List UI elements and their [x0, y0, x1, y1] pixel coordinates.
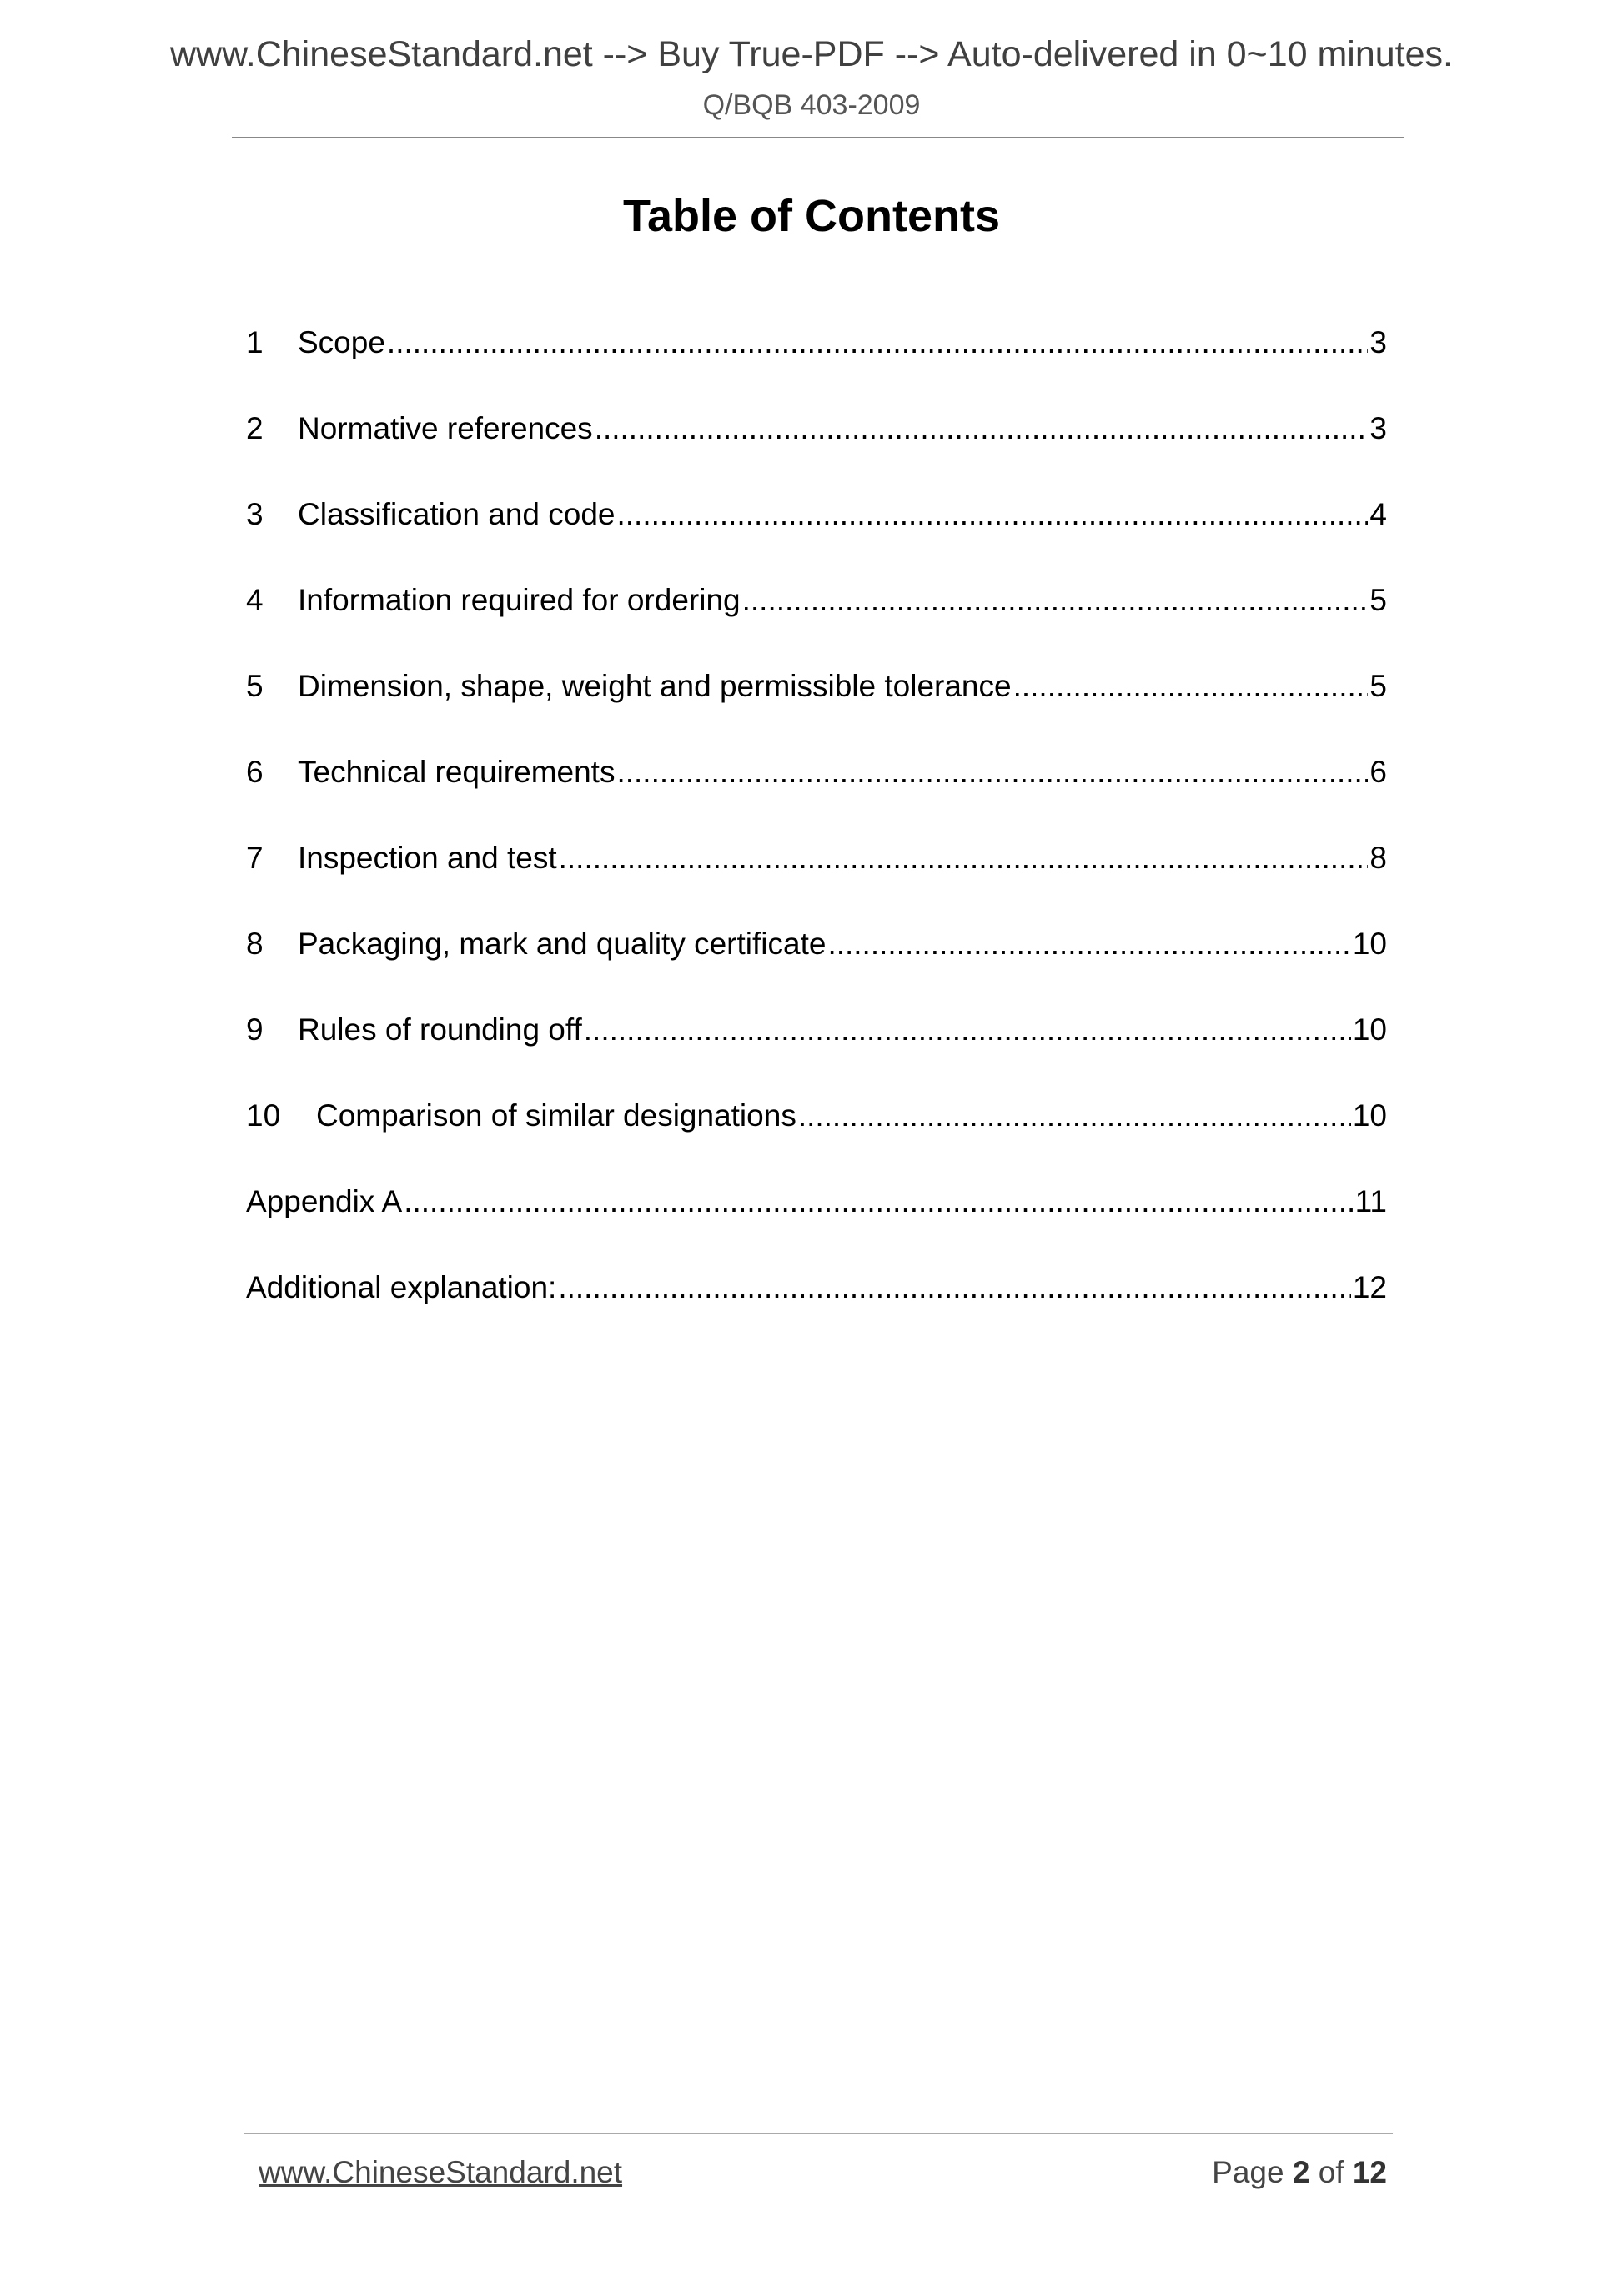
- toc-entry-label: Scope: [298, 325, 385, 359]
- dot-leader: [404, 1184, 1353, 1219]
- toc-entry[interactable]: [246, 497, 1387, 583]
- toc-entry-label: Information required for ordering: [298, 583, 741, 617]
- dot-leader: [558, 1270, 1351, 1305]
- toc-entry-page: 5: [1369, 583, 1387, 617]
- toc-entry-label: Classification and code: [298, 497, 616, 531]
- toc-entry[interactable]: [246, 1098, 1387, 1184]
- toc-entry-label: Inspection and test: [298, 841, 557, 875]
- page-title: Table of Contents: [623, 191, 1000, 241]
- toc-entry-page: 3: [1369, 325, 1387, 359]
- dot-leader: [1013, 669, 1369, 704]
- toc-entry-label: Normative references: [298, 411, 593, 445]
- toc-entry-number: 5: [246, 669, 264, 703]
- toc-entry[interactable]: [246, 755, 1387, 841]
- dot-leader: [595, 411, 1369, 446]
- toc-entry-number: 2: [246, 411, 264, 445]
- toc-entry[interactable]: [246, 1012, 1387, 1098]
- toc-entry-page: 5: [1369, 669, 1387, 703]
- toc-entry-label: Rules of rounding off: [298, 1012, 582, 1047]
- header-banner: www.ChineseStandard.net --> Buy True-PDF --> Auto-delivered in 0~10 minutes.: [169, 34, 1453, 74]
- dot-leader: [387, 325, 1369, 360]
- dot-leader: [584, 1012, 1351, 1048]
- toc-entry[interactable]: [246, 411, 1387, 497]
- toc-entry-page: 11: [1354, 1184, 1387, 1218]
- toc-entry[interactable]: [246, 669, 1387, 755]
- footer-divider: [244, 2133, 1393, 2134]
- dot-leader: [798, 1098, 1351, 1133]
- toc-entry[interactable]: [246, 325, 1387, 411]
- footer-website-link[interactable]: www.ChineseStandard.net: [259, 2155, 623, 2189]
- toc-entry[interactable]: [246, 1270, 1387, 1356]
- toc-entry-label: Additional explanation:: [246, 1270, 557, 1304]
- toc-entry[interactable]: [246, 583, 1387, 669]
- toc-entry-number: 10: [246, 1098, 281, 1133]
- page-number: Page 2 of 12: [1212, 2155, 1387, 2189]
- toc-entry-number: 8: [246, 927, 264, 961]
- toc-entry-label: Comparison of similar designations: [316, 1098, 796, 1133]
- toc-entry-number: 1: [246, 325, 264, 359]
- table-of-contents: [246, 325, 1387, 1356]
- toc-entry-page: 4: [1369, 497, 1387, 531]
- toc-entry-label: Technical requirements: [298, 755, 616, 789]
- toc-entry-page: 6: [1369, 755, 1387, 789]
- dot-leader: [742, 583, 1369, 618]
- toc-entry[interactable]: [246, 927, 1387, 1012]
- toc-entry[interactable]: [246, 841, 1387, 927]
- document-code: Q/BQB 403-2009: [702, 89, 921, 121]
- toc-entry-page: 10: [1352, 1098, 1387, 1133]
- toc-entry-page: 8: [1369, 841, 1387, 875]
- toc-entry-page: 12: [1352, 1270, 1387, 1304]
- toc-entry-label: Dimension, shape, weight and permissible tolerance: [298, 669, 1012, 703]
- dot-leader: [559, 841, 1369, 876]
- toc-entry-number: 3: [246, 497, 264, 531]
- dot-leader: [827, 927, 1350, 962]
- toc-entry-number: 7: [246, 841, 264, 875]
- header-divider: [232, 137, 1404, 138]
- toc-entry[interactable]: [246, 1184, 1387, 1270]
- toc-entry-page: 10: [1352, 1012, 1387, 1047]
- toc-entry-number: 6: [246, 755, 264, 789]
- toc-entry-number: 9: [246, 1012, 264, 1047]
- toc-entry-page: 10: [1352, 927, 1387, 961]
- dot-leader: [616, 755, 1368, 790]
- toc-entry-page: 3: [1369, 411, 1387, 445]
- dot-leader: [617, 497, 1369, 532]
- toc-entry-label: Appendix A: [246, 1184, 403, 1218]
- toc-entry-number: 4: [246, 583, 264, 617]
- toc-entry-label: Packaging, mark and quality certificate: [298, 927, 827, 961]
